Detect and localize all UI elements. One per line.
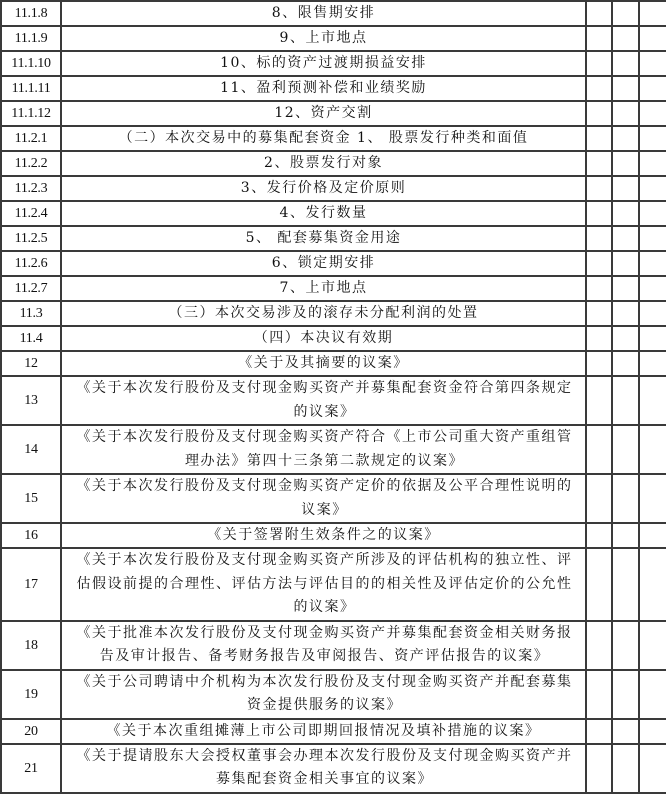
item-title: 4、发行数量 xyxy=(61,201,586,226)
vote-cell-abstain[interactable] xyxy=(639,51,666,76)
vote-cell-for[interactable] xyxy=(586,670,612,719)
vote-cell-against[interactable] xyxy=(612,76,639,101)
vote-cell-for[interactable] xyxy=(586,251,612,276)
vote-cell-for[interactable] xyxy=(586,326,612,351)
item-number: 14 xyxy=(1,425,61,474)
vote-cell-for[interactable] xyxy=(586,376,612,425)
item-title: 《关于批准本次发行股份及支付现金购买资产并募集配套资金相关财务报告及审计报告、备考财务报告及审阅报告、资产评估报告的议案》 xyxy=(61,621,586,670)
vote-cell-for[interactable] xyxy=(586,548,612,621)
table-row xyxy=(1,251,666,276)
item-number: 11.2.1 xyxy=(1,126,61,151)
vote-cell-for[interactable] xyxy=(586,176,612,201)
vote-cell-abstain[interactable] xyxy=(639,719,666,744)
vote-cell-for[interactable] xyxy=(586,351,612,376)
item-number: 11.1.10 xyxy=(1,51,61,76)
table-row xyxy=(1,670,666,719)
vote-cell-abstain[interactable] xyxy=(639,376,666,425)
vote-cell-against[interactable] xyxy=(612,276,639,301)
vote-cell-for[interactable] xyxy=(586,719,612,744)
item-title: 5、 配套募集资金用途 xyxy=(61,226,586,251)
table-row xyxy=(1,425,666,474)
vote-cell-against[interactable] xyxy=(612,474,639,523)
vote-cell-against[interactable] xyxy=(612,326,639,351)
vote-cell-for[interactable] xyxy=(586,76,612,101)
item-number: 15 xyxy=(1,474,61,523)
vote-cell-against[interactable] xyxy=(612,126,639,151)
item-title: （二）本次交易中的募集配套资金 1、 股票发行种类和面值 xyxy=(61,126,586,151)
vote-cell-for[interactable] xyxy=(586,523,612,548)
item-title: 10、标的资产过渡期损益安排 xyxy=(61,51,586,76)
vote-cell-against[interactable] xyxy=(612,1,639,26)
vote-cell-abstain[interactable] xyxy=(639,301,666,326)
vote-cell-against[interactable] xyxy=(612,719,639,744)
item-title: 《关于本次发行股份及支付现金购买资产定价的依据及公平合理性说明的议案》 xyxy=(61,474,586,523)
table-row xyxy=(1,376,666,425)
vote-cell-abstain[interactable] xyxy=(639,425,666,474)
item-number: 19 xyxy=(1,670,61,719)
table-row xyxy=(1,351,666,376)
vote-cell-abstain[interactable] xyxy=(639,176,666,201)
item-title: 12、资产交割 xyxy=(61,101,586,126)
vote-cell-against[interactable] xyxy=(612,523,639,548)
item-title: （三）本次交易涉及的滚存未分配利润的处置 xyxy=(61,301,586,326)
vote-cell-for[interactable] xyxy=(586,101,612,126)
item-title: 9、上市地点 xyxy=(61,26,586,51)
item-title: 《关于公司聘请中介机构为本次发行股份及支付现金购买资产并配套募集资金提供服务的议案》 xyxy=(61,670,586,719)
vote-cell-abstain[interactable] xyxy=(639,1,666,26)
item-title: 《关于签署附生效条件之的议案》 xyxy=(61,523,586,548)
vote-cell-abstain[interactable] xyxy=(639,226,666,251)
item-title: 《关于提请股东大会授权董事会办理本次发行股份及支付现金购买资产并募集配套资金相关事宜的议案》 xyxy=(61,744,586,793)
vote-cell-for[interactable] xyxy=(586,474,612,523)
vote-cell-for[interactable] xyxy=(586,226,612,251)
item-number: 17 xyxy=(1,548,61,621)
vote-cell-abstain[interactable] xyxy=(639,523,666,548)
vote-cell-abstain[interactable] xyxy=(639,151,666,176)
item-number: 11.4 xyxy=(1,326,61,351)
vote-cell-against[interactable] xyxy=(612,670,639,719)
vote-cell-against[interactable] xyxy=(612,201,639,226)
vote-cell-for[interactable] xyxy=(586,151,612,176)
item-number: 11.2.2 xyxy=(1,151,61,176)
vote-cell-against[interactable] xyxy=(612,744,639,793)
item-number: 18 xyxy=(1,621,61,670)
item-number: 11.1.8 xyxy=(1,1,61,26)
vote-cell-abstain[interactable] xyxy=(639,101,666,126)
vote-cell-abstain[interactable] xyxy=(639,474,666,523)
item-number: 11.2.4 xyxy=(1,201,61,226)
table-row xyxy=(1,1,666,26)
table-row xyxy=(1,548,666,621)
item-title: 《关于本次发行股份及支付现金购买资产所涉及的评估机构的独立性、评估假设前提的合理性、评估方法与评估目的的相关性及评估定价的公允性的议案》 xyxy=(61,548,586,621)
table-row xyxy=(1,744,666,793)
vote-cell-against[interactable] xyxy=(612,376,639,425)
vote-cell-for[interactable] xyxy=(586,26,612,51)
table-row xyxy=(1,276,666,301)
vote-cell-for[interactable] xyxy=(586,621,612,670)
item-title: 7、上市地点 xyxy=(61,276,586,301)
item-number: 21 xyxy=(1,744,61,793)
table-row xyxy=(1,621,666,670)
table-row xyxy=(1,474,666,523)
vote-cell-abstain[interactable] xyxy=(639,126,666,151)
vote-cell-abstain[interactable] xyxy=(639,621,666,670)
item-title: 《关于本次发行股份及支付现金购买资产符合《上市公司重大资产重组管理办法》第四十三条第二款规定的议案》 xyxy=(61,425,586,474)
item-number: 13 xyxy=(1,376,61,425)
item-number: 11.2.7 xyxy=(1,276,61,301)
vote-cell-abstain[interactable] xyxy=(639,201,666,226)
vote-cell-abstain[interactable] xyxy=(639,26,666,51)
item-title: （四）本决议有效期 xyxy=(61,326,586,351)
vote-cell-against[interactable] xyxy=(612,548,639,621)
table-row xyxy=(1,101,666,126)
item-title: 《关于及其摘要的议案》 xyxy=(61,351,586,376)
vote-cell-against[interactable] xyxy=(612,51,639,76)
item-title: 8、限售期安排 xyxy=(61,1,586,26)
vote-cell-against[interactable] xyxy=(612,251,639,276)
vote-cell-for[interactable] xyxy=(586,744,612,793)
item-title: 6、锁定期安排 xyxy=(61,251,586,276)
vote-cell-for[interactable] xyxy=(586,201,612,226)
vote-cell-abstain[interactable] xyxy=(639,744,666,793)
vote-cell-for[interactable] xyxy=(586,276,612,301)
table-row xyxy=(1,719,666,744)
item-number: 11.1.12 xyxy=(1,101,61,126)
vote-cell-against[interactable] xyxy=(612,621,639,670)
vote-cell-abstain[interactable] xyxy=(639,251,666,276)
table-row xyxy=(1,26,666,51)
item-number: 11.1.9 xyxy=(1,26,61,51)
table-row xyxy=(1,301,666,326)
vote-cell-for[interactable] xyxy=(586,425,612,474)
vote-cell-abstain[interactable] xyxy=(639,326,666,351)
item-number: 11.1.11 xyxy=(1,76,61,101)
vote-cell-against[interactable] xyxy=(612,101,639,126)
item-number: 11.2.6 xyxy=(1,251,61,276)
item-title: 11、盈利预测补偿和业绩奖励 xyxy=(61,76,586,101)
vote-cell-against[interactable] xyxy=(612,351,639,376)
table-row xyxy=(1,151,666,176)
vote-cell-abstain[interactable] xyxy=(639,351,666,376)
item-title: 2、股票发行对象 xyxy=(61,151,586,176)
item-number: 16 xyxy=(1,523,61,548)
vote-cell-abstain[interactable] xyxy=(639,548,666,621)
vote-cell-for[interactable] xyxy=(586,1,612,26)
vote-cell-abstain[interactable] xyxy=(639,276,666,301)
table-row xyxy=(1,326,666,351)
vote-cell-for[interactable] xyxy=(586,126,612,151)
item-number: 12 xyxy=(1,351,61,376)
table-row xyxy=(1,523,666,548)
item-title: 3、发行价格及定价原则 xyxy=(61,176,586,201)
table-row xyxy=(1,76,666,101)
item-number: 11.2.3 xyxy=(1,176,61,201)
table-row xyxy=(1,176,666,201)
vote-cell-against[interactable] xyxy=(612,301,639,326)
item-title: 《关于本次重组摊薄上市公司即期回报情况及填补措施的议案》 xyxy=(61,719,586,744)
vote-cell-against[interactable] xyxy=(612,226,639,251)
item-number: 11.3 xyxy=(1,301,61,326)
table-row xyxy=(1,226,666,251)
table-row xyxy=(1,126,666,151)
table-row xyxy=(1,201,666,226)
vote-cell-for[interactable] xyxy=(586,51,612,76)
vote-cell-against[interactable] xyxy=(612,151,639,176)
table-row xyxy=(1,51,666,76)
vote-cell-abstain[interactable] xyxy=(639,670,666,719)
vote-cell-abstain[interactable] xyxy=(639,76,666,101)
item-title: 《关于本次发行股份及支付现金购买资产并募集配套资金符合第四条规定的议案》 xyxy=(61,376,586,425)
item-number: 20 xyxy=(1,719,61,744)
item-number: 11.2.5 xyxy=(1,226,61,251)
vote-cell-for[interactable] xyxy=(586,301,612,326)
vote-cell-against[interactable] xyxy=(612,176,639,201)
vote-cell-against[interactable] xyxy=(612,26,639,51)
vote-cell-against[interactable] xyxy=(612,425,639,474)
